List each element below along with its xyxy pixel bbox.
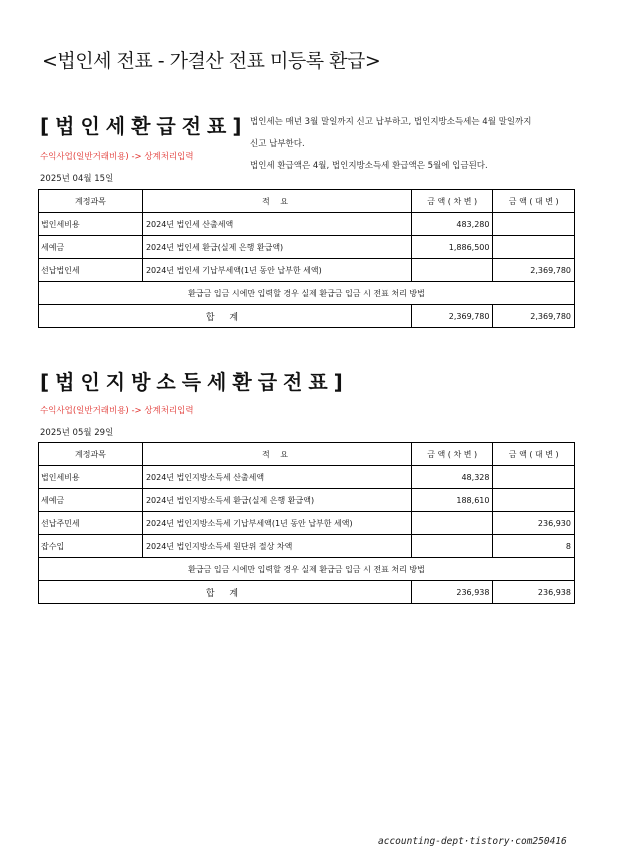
description-cell: 2024년 법인세 환급(실제 은행 환급액) xyxy=(142,236,411,259)
table-header-row xyxy=(39,443,575,466)
account-cell: 잡수입 xyxy=(39,535,143,558)
total-row xyxy=(39,581,575,604)
total-debit: 2,369,780 xyxy=(411,305,493,328)
account-cell: 선납주민세 xyxy=(39,512,143,535)
description-cell: 2024년 법인세 산출세액 xyxy=(142,213,411,236)
note-line: 신고 납부한다. xyxy=(250,139,305,149)
total-row xyxy=(39,305,575,328)
corp-tax-voucher-title: [법인세환급전표] xyxy=(40,114,248,138)
corp-tax-subnote: 수익사업(일반거래비용) -> 상계처리입력 xyxy=(40,152,194,162)
table-row xyxy=(39,259,575,282)
description-cell: 2024년 법인지방소득세 산출세액 xyxy=(142,466,411,489)
note-line: 법인세는 매년 3월 말일까지 신고 납부하고, 법인지방소득세는 4월 말일까지 xyxy=(250,117,532,127)
credit-cell xyxy=(493,489,575,512)
note-row xyxy=(39,282,575,305)
credit-cell xyxy=(493,466,575,489)
account-cell: 세예금 xyxy=(39,236,143,259)
header-debit: 금 액 ( 차 변 ) xyxy=(411,443,493,466)
header-account: 계정과목 xyxy=(39,190,143,213)
table-header-row xyxy=(39,190,575,213)
total-label: 합 계 xyxy=(39,305,412,328)
account-cell: 선납법인세 xyxy=(39,259,143,282)
corp-tax-notes xyxy=(250,111,580,177)
header-debit: 금 액 ( 차 변 ) xyxy=(411,190,493,213)
credit-cell: 8 xyxy=(493,535,575,558)
note-row-cell: 환급금 입금 시에만 입력할 경우 실제 환급금 입금 시 전표 처리 방법 xyxy=(39,282,575,305)
table-row xyxy=(39,236,575,259)
account-cell: 세예금 xyxy=(39,489,143,512)
debit-cell: 48,328 xyxy=(411,466,493,489)
table-row xyxy=(39,489,575,512)
table-row xyxy=(39,535,575,558)
credit-cell xyxy=(493,236,575,259)
note-row-cell: 환급금 입금 시에만 입력할 경우 실제 환급금 입금 시 전표 처리 방법 xyxy=(39,558,575,581)
table-row xyxy=(39,512,575,535)
total-credit: 236,938 xyxy=(493,581,575,604)
description-cell: 2024년 법인지방소득세 환급(실제 은행 환급액) xyxy=(142,489,411,512)
credit-cell: 2,369,780 xyxy=(493,259,575,282)
total-label: 합 계 xyxy=(39,581,412,604)
corp-tax-date: 2025년 04월 15일 xyxy=(40,174,114,184)
account-cell: 법인세비용 xyxy=(39,213,143,236)
total-credit: 2,369,780 xyxy=(493,305,575,328)
debit-cell: 483,280 xyxy=(411,213,493,236)
description-cell: 2024년 법인지방소득세 원단위 절상 차액 xyxy=(142,535,411,558)
local-tax-voucher-table xyxy=(38,442,575,604)
header-description: 적 요 xyxy=(142,443,411,466)
corp-tax-voucher-table xyxy=(38,189,575,328)
note-row xyxy=(39,558,575,581)
debit-cell: 188,610 xyxy=(411,489,493,512)
debit-cell xyxy=(411,535,493,558)
credit-cell: 236,930 xyxy=(493,512,575,535)
local-tax-date: 2025년 05월 29일 xyxy=(40,428,114,438)
header-description: 적 요 xyxy=(142,190,411,213)
page-title: <법인세 전표 - 가결산 전표 미등록 환급> xyxy=(42,50,381,72)
total-debit: 236,938 xyxy=(411,581,493,604)
credit-cell xyxy=(493,213,575,236)
local-tax-subnote: 수익사업(일반거래비용) -> 상계처리입력 xyxy=(40,406,194,416)
footer-watermark: accounting-dept·tistory·com250416 xyxy=(378,836,567,847)
debit-cell: 1,886,500 xyxy=(411,236,493,259)
header-credit: 금 액 ( 대 변 ) xyxy=(493,443,575,466)
debit-cell xyxy=(411,259,493,282)
account-cell: 법인세비용 xyxy=(39,466,143,489)
note-line: 법인세 환급액은 4월, 법인지방소득세 환급액은 5월에 입금된다. xyxy=(250,161,488,171)
table-row xyxy=(39,466,575,489)
header-credit: 금 액 ( 대 변 ) xyxy=(493,190,575,213)
header-account: 계정과목 xyxy=(39,443,143,466)
description-cell: 2024년 법인지방소득세 기납부세액(1년 동안 납부한 세액) xyxy=(142,512,411,535)
debit-cell xyxy=(411,512,493,535)
description-cell: 2024년 법인세 기납부세액(1년 동안 납부한 세액) xyxy=(142,259,411,282)
local-tax-voucher-title: [법인지방소득세환급전표] xyxy=(40,370,349,394)
table-row xyxy=(39,213,575,236)
